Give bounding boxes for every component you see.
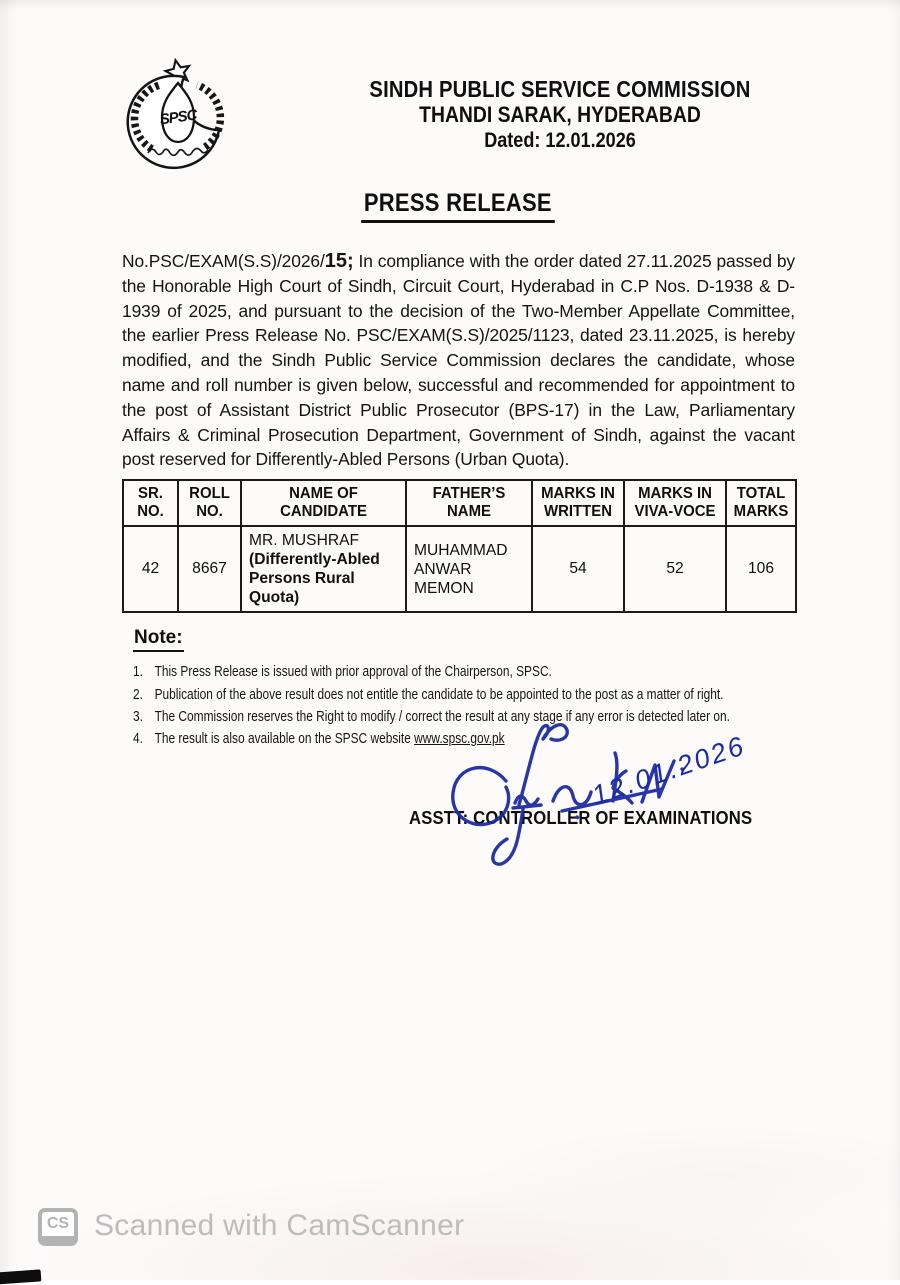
note-number: 4. (133, 731, 143, 748)
note-number: 3. (133, 708, 143, 725)
col-marks-written: MARKS IN WRITTEN (533, 480, 622, 526)
org-name: SINDH PUBLIC SERVICE COMMISSION (369, 76, 751, 102)
table-header-row (123, 480, 796, 526)
col-father-name: FATHER’S NAME (408, 480, 530, 526)
note-text: The Commission reserves the Right to modify / correct the result at any stage if any error is detected later on. (154, 708, 730, 725)
col-marks-viva: MARKS IN VIVA-VOCE (626, 480, 725, 526)
paragraph-text: In compliance with the order dated 27.11.2025 passed by the Honorable High Court of Sindh, Circuit Court, Hyderabad in C.P Nos. D-1938 & D-1939 of 2025, and pursuant to the decision of the Two-Member Appellate Committee, the earlier Press Release No. PSC/EXAM(S.S)/2025/1123, dated 23.11.2025, is hereby modified, and the Sindh Public Service Commission declares the candidate, whose name and roll number is given below, successful and recommended for appointment to the post of Assistant District Public Prosecutor (BPS-17) in the Law, Parliamentary Affairs & Criminal Prosecution Department, Government of Sindh, against the vacant post reserved for Differently-Abled Persons (Urban Quota). (122, 251, 795, 470)
reference-number-prefix: No.PSC/EXAM(S.S)/2026/ (122, 251, 325, 271)
note-number: 2. (133, 686, 143, 703)
org-address: THANDI SARAK, HYDERABAD (419, 102, 701, 127)
candidate-name: MR. MUSHRAF (249, 532, 360, 550)
press-release-title: PRESS RELEASE (361, 189, 554, 223)
scan-corner-artifact (0, 1269, 41, 1284)
cell-marks-viva: 52 (624, 526, 726, 612)
cell-father-name: MUHAMMAD ANWAR MEMON (406, 526, 532, 612)
note-heading: Note: (133, 627, 184, 652)
camscanner-cs-text: CS (38, 1208, 78, 1236)
website-link: www.spsc.gov.pk (414, 731, 505, 748)
letterhead (328, 76, 792, 154)
col-sr-no: SR. NO. (124, 480, 177, 526)
logo-spsc-text: SPSC (158, 106, 198, 129)
note-text: This Press Release is issued with prior approval of the Chairperson, SPSC. (154, 664, 552, 681)
date-line: Dated: 12.01.2026 (484, 129, 636, 152)
spsc-emblem-icon (121, 56, 233, 172)
note-item-1 (133, 661, 791, 683)
col-roll-no: ROLL NO. (179, 480, 240, 526)
camscanner-logo-icon (38, 1208, 78, 1246)
cell-sr-no: 42 (123, 526, 178, 612)
cell-candidate-name (241, 526, 406, 612)
cell-total-marks: 106 (726, 526, 796, 612)
camscanner-caption: Scanned with CamScanner (94, 1209, 465, 1242)
cell-marks-written: 54 (532, 526, 624, 612)
document-body (122, 249, 795, 891)
note-text: Publication of the above result does not entitle the candidate to be appointed to the post as a matter of right. (154, 686, 724, 703)
note-text-prefix: The result is also available on the SPSC website (154, 731, 415, 748)
candidate-quota: (Differently-Abled Persons Rural Quota) (249, 551, 380, 607)
results-table (122, 479, 797, 613)
camscanner-logo-tab (38, 1236, 78, 1246)
title-row (133, 189, 783, 223)
signature-ink (410, 709, 778, 877)
signature-date: 12.01.2026 (588, 729, 750, 811)
col-candidate-name: NAME OF CANDIDATE (243, 480, 403, 526)
note-item-2 (133, 684, 791, 706)
col-total-marks: TOTAL MARKS (727, 480, 795, 526)
designation-line: ASSTT: CONTROLLER OF EXAMINATIONS (409, 806, 753, 828)
table-row (123, 526, 796, 612)
reference-number-bold: 15; (324, 250, 354, 272)
note-number: 1. (133, 664, 143, 681)
cell-roll-no: 8667 (178, 526, 241, 612)
body-paragraph (122, 249, 795, 472)
